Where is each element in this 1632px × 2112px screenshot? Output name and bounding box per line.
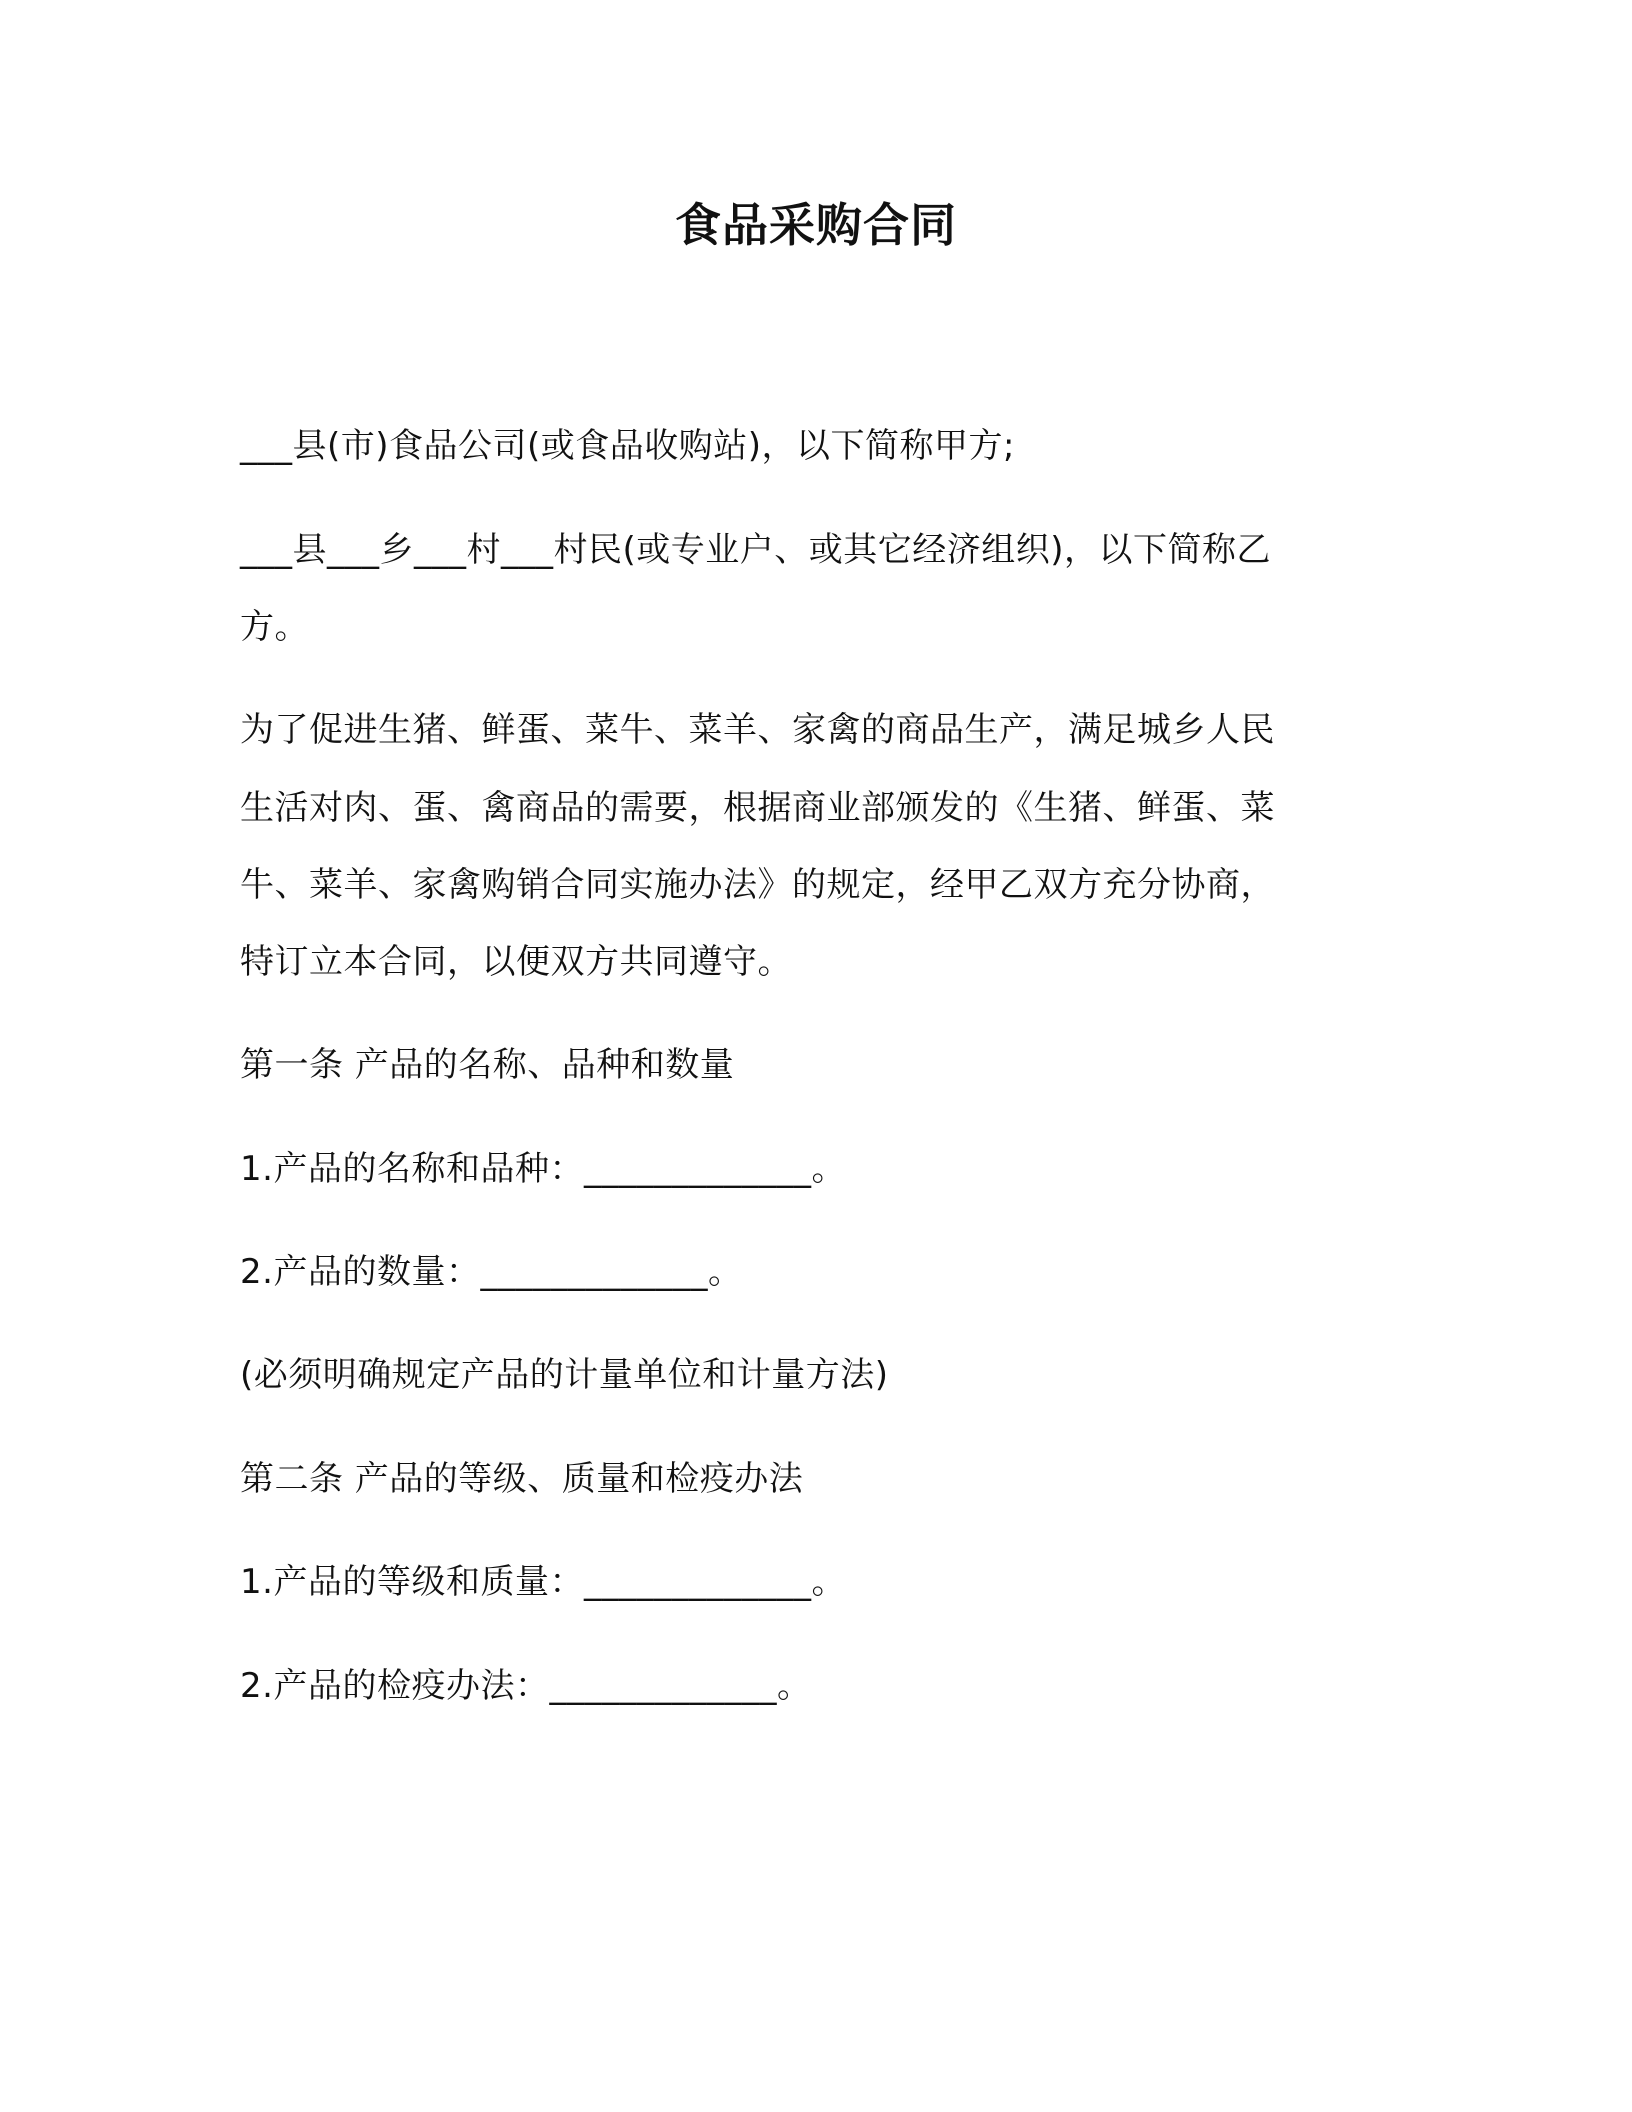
article-1-note: (必须明确规定产品的计量单位和计量方法) bbox=[240, 1355, 889, 1395]
article-1-heading: 第一条 产品的名称、品种和数量 bbox=[240, 1045, 735, 1085]
party-b-line-2: 方。 bbox=[240, 607, 309, 647]
article-2-heading: 第二条 产品的等级、质量和检疫办法 bbox=[240, 1459, 804, 1499]
preamble-line-3: 牛、菜羊、家禽购销合同实施办法》的规定，经甲乙双方充分协商， bbox=[240, 865, 1275, 905]
article-2-item-2: 2.产品的检疫办法：_____________。 bbox=[240, 1666, 812, 1706]
party-b-line-1: ___县___乡___村___村民(或专业户、或其它经济组织)，以下简称乙 bbox=[240, 530, 1272, 570]
article-2-item-1: 1.产品的等级和质量：_____________。 bbox=[240, 1562, 846, 1602]
preamble-line-1: 为了促进生猪、鲜蛋、菜牛、菜羊、家禽的商品生产，满足城乡人民 bbox=[240, 710, 1275, 750]
preamble-line-4: 特订立本合同，以便双方共同遵守。 bbox=[240, 942, 792, 982]
party-a-line: ___县(市)食品公司(或食品收购站)，以下简称甲方; bbox=[240, 426, 1016, 466]
article-1-item-1: 1.产品的名称和品种：_____________。 bbox=[240, 1149, 846, 1189]
article-1-item-2: 2.产品的数量：_____________。 bbox=[240, 1252, 743, 1292]
preamble-line-2: 生活对肉、蛋、禽商品的需要，根据商业部颁发的《生猪、鲜蛋、菜 bbox=[240, 788, 1275, 828]
document-title: 食品采购合同 bbox=[675, 198, 957, 252]
